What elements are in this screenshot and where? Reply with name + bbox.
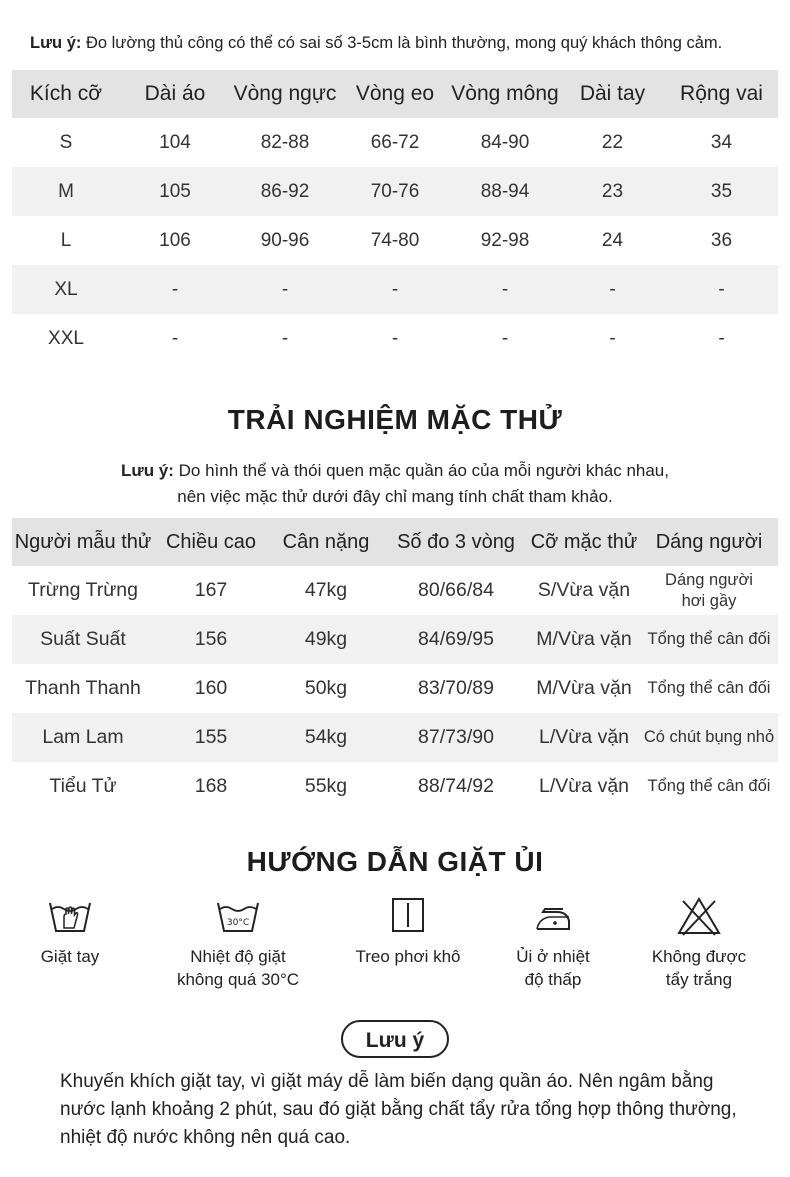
care-label-line-2: độ thấp [524, 970, 582, 989]
table-cell: L/Vừa vặn [528, 713, 640, 762]
table-cell: 156 [154, 615, 268, 664]
table-cell: S/Vừa vặn [537, 579, 631, 601]
table-cell: 88-94 [450, 167, 560, 216]
table-cell: - [281, 327, 289, 349]
table-cell: M [12, 167, 120, 216]
table-cell: S [59, 131, 73, 153]
table-row [12, 118, 778, 167]
table-cell: 82-88 [260, 131, 310, 153]
try-on-note [0, 458, 790, 510]
table-cell: - [340, 265, 450, 314]
table-cell: - [665, 265, 778, 314]
table-cell: 168 [194, 775, 228, 797]
no-bleach-icon [675, 895, 723, 939]
table-cell: 66-72 [370, 131, 420, 153]
note-line-2: nên việc mặc thử dưới đây chỉ mang tính chất tham khảo. [177, 487, 613, 506]
care-note-text: Khuyến khích giặt tay, vì giặt máy dễ làm biến dạng quần áo. Nên ngâm bằng nước lạnh khoảng 2 phút, sau đó giặt bằng chất tẩy rửa tổng hợp thông thường, nhiệt độ nước không nên quá cao. [60, 1071, 737, 1148]
table-cell: 167 [194, 579, 228, 601]
table-cell: 104 [159, 131, 191, 153]
table-cell: 105 [120, 167, 230, 216]
care-label: Giặt tay [40, 947, 100, 966]
table-cell: 92-98 [480, 229, 530, 251]
table-cell: 86-92 [230, 167, 340, 216]
care-label: Treo phơi khô [355, 947, 461, 966]
table-cell: Có chút bụng nhỏ [640, 713, 778, 762]
table-row [12, 615, 778, 664]
wash-temp-text: 30°C [226, 918, 250, 928]
table-row [12, 167, 778, 216]
care-note-badge: Lưu ý [341, 1020, 449, 1058]
care-label-line-1: Ủi ở nhiệt [516, 947, 590, 966]
care-instructions [0, 895, 790, 1005]
header-height: Chiều cao [154, 518, 268, 566]
care-item-wash-30 [153, 895, 323, 991]
table-cell: - [171, 327, 179, 349]
table-cell: - [609, 327, 616, 349]
table-row [12, 216, 778, 265]
header-bust: Vòng ngực [230, 70, 340, 118]
care-label-line-1: Nhiệt độ giặt [190, 947, 286, 966]
table-cell: XXL [48, 327, 84, 349]
header-shoulder: Rộng vai [665, 70, 778, 118]
table-cell: L/Vừa vặn [538, 775, 630, 797]
header-waist: Vòng eo [340, 70, 450, 118]
table-cell: 47kg [304, 579, 348, 601]
note-label: Lưu ý: [121, 461, 174, 480]
iron-low-icon [529, 895, 577, 939]
table-cell: 106 [159, 229, 191, 251]
table-cell: - [120, 265, 230, 314]
table-cell: 70-76 [340, 167, 450, 216]
table-cell: 160 [194, 677, 228, 699]
table-cell: - [501, 327, 509, 349]
table-cell: 22 [601, 131, 624, 153]
care-label-line-2: tẩy trắng [665, 970, 733, 989]
table-cell: 88/74/92 [418, 775, 494, 797]
care-label-line-2: không quá 30°C [176, 970, 300, 989]
note-label: Lưu ý: [30, 34, 82, 52]
wash-30c-icon [214, 895, 262, 939]
table-cell: M/Vừa vặn [536, 677, 632, 699]
table-cell: Trừng Trừng [28, 579, 138, 601]
table-cell: 35 [665, 167, 778, 216]
table-cell: Thanh Thanh [25, 677, 141, 699]
care-label-line-1: Không được [651, 947, 747, 966]
header-size: Kích cỡ [12, 70, 120, 118]
table-cell: - [230, 265, 340, 314]
table-row [12, 314, 778, 363]
header-sleeve: Dài tay [560, 70, 665, 118]
table-cell: - [450, 265, 560, 314]
table-cell: 83/70/89 [418, 677, 494, 699]
hang-dry-icon [384, 895, 432, 939]
table-cell: 80/66/84 [418, 579, 494, 601]
try-on-table-header [12, 518, 778, 566]
care-item-no-bleach [614, 895, 784, 991]
header-size-tried: Cỡ mặc thử [528, 518, 640, 566]
table-cell: 84-90 [480, 131, 530, 153]
table-row [12, 762, 778, 811]
table-cell: XL [12, 265, 120, 314]
table-cell: 23 [560, 167, 665, 216]
care-item-hand-wash [0, 895, 155, 968]
table-row [12, 713, 778, 762]
try-on-title: TRẢI NGHIỆM MẶC THỬ [227, 404, 563, 435]
table-cell: L [60, 229, 72, 251]
size-table-header [12, 70, 778, 118]
care-item-iron-low [468, 895, 638, 991]
table-cell: 87/73/90 [384, 713, 528, 762]
header-hip: Vòng mông [450, 70, 560, 118]
header-measurements: Số đo 3 vòng [384, 518, 528, 566]
table-cell: - [718, 327, 725, 349]
table-cell: Tiểu Tử [49, 775, 117, 797]
header-body-type: Dáng người [640, 518, 778, 566]
note-text: Đo lường thủ công có thể có sai số 3-5cm là bình thường, mong quý khách thông cảm. [81, 34, 723, 52]
size-table [12, 70, 778, 363]
table-cell: M/Vừa vặn [528, 615, 640, 664]
measurement-note [30, 34, 722, 53]
table-cell: 34 [710, 131, 733, 153]
table-cell: Suất Suất [12, 615, 154, 664]
header-length: Dài áo [120, 70, 230, 118]
hand-wash-icon [46, 895, 94, 939]
table-cell: 49kg [268, 615, 384, 664]
care-label [614, 945, 784, 991]
try-on-table [12, 518, 778, 811]
table-row [12, 664, 778, 713]
table-row [12, 566, 778, 615]
table-row [12, 265, 778, 314]
care-label [468, 945, 638, 991]
table-cell: 54kg [268, 713, 384, 762]
table-cell: - [391, 327, 399, 349]
table-cell: 36 [710, 229, 733, 251]
table-cell: Lam Lam [12, 713, 154, 762]
care-label [153, 945, 323, 991]
table-cell: 74-80 [370, 229, 420, 251]
table-cell: Tổng thể cân đối [640, 615, 778, 664]
table-cell: - [560, 265, 665, 314]
table-cell: 90-96 [260, 229, 310, 251]
table-cell: Tổng thể cân đối [647, 777, 771, 795]
care-title: HƯỚNG DẪN GIẶT ỦI [246, 846, 544, 877]
note-line-1: Do hình thể và thói quen mặc quần áo của mỗi người khác nhau, [173, 461, 669, 480]
table-cell: Dáng người hơi gầy [665, 570, 753, 610]
table-cell: 24 [601, 229, 624, 251]
table-cell: 155 [154, 713, 268, 762]
header-weight: Cân nặng [268, 518, 384, 566]
table-cell: 50kg [304, 677, 348, 699]
table-cell: Tổng thể cân đối [647, 679, 771, 697]
table-cell: 55kg [304, 775, 348, 797]
header-model: Người mẫu thử [12, 518, 154, 566]
table-cell: 84/69/95 [384, 615, 528, 664]
